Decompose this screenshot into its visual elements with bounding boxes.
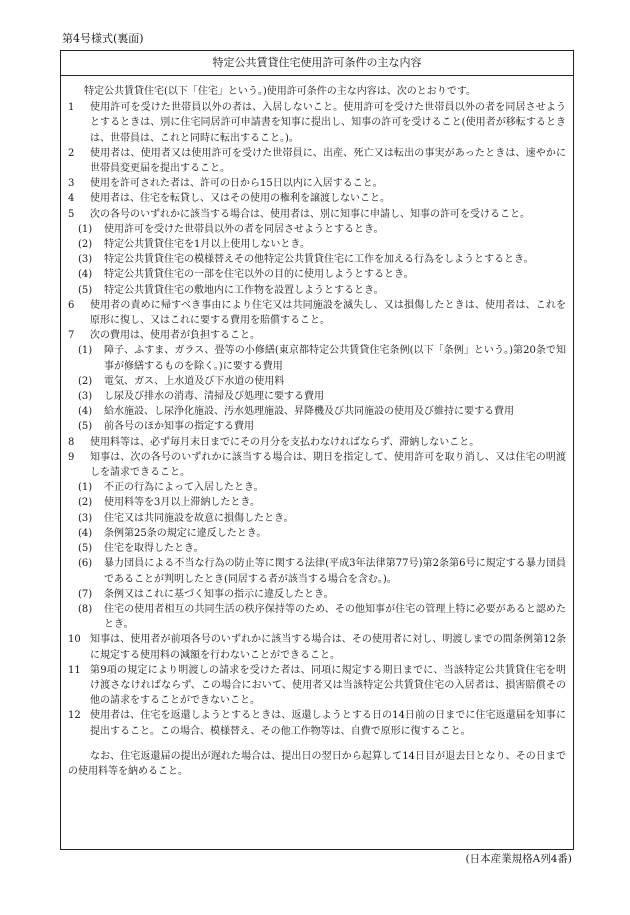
condition-subitem bbox=[68, 495, 566, 510]
subitem-text: 特定公共賃貸住宅の一部を住宅以外の目的に使用しようとするとき。 bbox=[104, 269, 414, 281]
condition-text: 使用者は、住宅を転貸し、又はその使用の権利を譲渡しないこと。 bbox=[90, 193, 390, 205]
subitem-number: (1) bbox=[78, 223, 93, 235]
subitem-number: (4) bbox=[78, 406, 93, 418]
subitem-text: 特定公共賃貸住宅を1月以上使用しないとき。 bbox=[104, 239, 310, 251]
condition-number: 11 bbox=[68, 664, 81, 676]
subitem-text: 電気、ガス、上水道及び下水道の使用料 bbox=[104, 375, 285, 387]
condition-subitem bbox=[68, 556, 566, 586]
subitem-text: 前各号のほか知事の指定する費用 bbox=[104, 421, 254, 433]
closing-note: なお、住宅返還届の提出が遅れた場合は、提出日の翌日から起算して14日目が退去日となり、その日までの使用料等を納めること。 bbox=[68, 750, 566, 777]
subitem-number: (1) bbox=[78, 345, 93, 357]
condition-subitem bbox=[68, 374, 566, 389]
subitem-text: 条例第25条の規定に違反したとき。 bbox=[104, 527, 267, 539]
condition-number: 3 bbox=[68, 178, 75, 190]
subitem-text: 特定公共賃貸住宅の敷地内に工作物を設置しようとするとき。 bbox=[104, 284, 384, 296]
condition-subitem bbox=[68, 526, 566, 541]
condition-subitem bbox=[68, 404, 566, 419]
condition-subitem bbox=[68, 587, 566, 602]
condition-number: 8 bbox=[68, 436, 75, 448]
subitem-number: (6) bbox=[78, 558, 93, 570]
subitem-text: 使用料等を3月以上滞納したとき。 bbox=[104, 497, 260, 509]
condition-item bbox=[68, 450, 566, 480]
condition-subitem bbox=[68, 419, 566, 434]
condition-subitem bbox=[68, 541, 566, 556]
intro-paragraph: 特定公共賃貸住宅(以下「住宅」という。)使用許可条件の主な内容は、次のとおりです。 bbox=[84, 86, 477, 97]
subitem-number: (7) bbox=[78, 588, 93, 600]
condition-text: 使用許可を受けた世帯員以外の者は、入居しないこと。使用許可を受けた世帯員以外の者を同居させようとするときは、別に住宅同居許可申請書を知事に提出し、知事の許可を受けること(使用者が移転するときは、世帯員は、これと同時に転出すること。)。 bbox=[90, 102, 566, 144]
condition-subitem bbox=[68, 237, 566, 252]
condition-subitem bbox=[68, 343, 566, 373]
condition-item bbox=[68, 100, 566, 146]
conditions-list bbox=[68, 100, 566, 739]
condition-item bbox=[68, 207, 566, 222]
subitem-number: (5) bbox=[78, 421, 93, 433]
subitem-text: し尿及び排水の消毒、清掃及び処理に要する費用 bbox=[104, 391, 324, 403]
condition-number: 10 bbox=[68, 634, 81, 646]
subitem-text: 暴力団員による不当な行為の防止等に関する法律(平成3年法律第77号)第2条第6号に規定する暴力団員であることが判明したとき(同居する者が該当する場合を含む。)。 bbox=[104, 558, 566, 585]
condition-number: 9 bbox=[68, 451, 75, 463]
condition-text: 使用者の責めに帰すべき事由により住宅又は共同施設を滅失し、又は損傷したときは、使用者は、これを原形に復し、又はこれに要する費用を賠償すること。 bbox=[90, 299, 566, 327]
condition-item bbox=[68, 708, 566, 738]
subitem-text: 給水施設、し尿浄化施設、汚水処理施設、昇降機及び共同施設の使用及び維持に要する費用 bbox=[104, 406, 514, 418]
condition-text: 知事は、次の各号のいずれかに該当する場合は、期日を指定して、使用許可を取り消し、又は住宅の明渡しを請求できること。 bbox=[90, 451, 566, 479]
subitem-text: 障子、ふすま、ガラス、畳等の小修繕(東京都特定公共賃貸住宅条例(以下「条例」という。)第20条で知事が修繕するものを除く。)に要する費用 bbox=[104, 345, 566, 372]
condition-item bbox=[68, 298, 566, 328]
condition-subitem bbox=[68, 480, 566, 495]
subitem-number: (5) bbox=[78, 284, 93, 296]
form-number: 第4号様式(裏面) bbox=[62, 32, 144, 45]
condition-item bbox=[68, 328, 566, 343]
condition-subitem bbox=[68, 602, 566, 632]
subitem-number: (3) bbox=[78, 512, 93, 524]
subitem-number: (2) bbox=[78, 239, 93, 251]
condition-number: 12 bbox=[68, 710, 81, 722]
condition-text: 使用料等は、必ず毎月末日までにその月分を支払わなければならず、滞納しないこと。 bbox=[90, 436, 480, 448]
condition-text: 使用者は、使用者又は使用許可を受けた世帯員に、出産、死亡又は転出の事実があったときは、速やかに世帯員変更届を提出すること。 bbox=[90, 147, 566, 175]
subitem-number: (1) bbox=[78, 482, 93, 494]
condition-subitem bbox=[68, 511, 566, 526]
condition-subitem bbox=[68, 267, 566, 282]
subitem-text: 使用許可を受けた世帯員以外の者を同居させようとするとき。 bbox=[104, 223, 384, 235]
paper-size-note: (日本産業規格A列4番) bbox=[465, 853, 572, 865]
condition-number: 4 bbox=[68, 193, 75, 205]
condition-text: 第9項の規定により明渡しの請求を受けた者は、同項に規定する期日までに、当該特定公共賃貸住宅を明け渡さなければならず、この場合において、使用者又は当該特定公共賃貸住宅の入居者は、損害賠償その他の請求をすることができないこと。 bbox=[90, 664, 566, 707]
condition-text: 知事は、使用者が前項各号のいずれかに該当する場合は、その使用者に対し、明渡しまでの間条例第12条に規定する使用料の減額を行わないことができること。 bbox=[90, 634, 566, 661]
condition-text: 次の費用は、使用者が負担すること。 bbox=[90, 330, 260, 342]
condition-subitem bbox=[68, 222, 566, 237]
subitem-number: (3) bbox=[78, 391, 93, 403]
condition-subitem bbox=[68, 389, 566, 404]
subitem-text: 不正の行為によって入居したとき。 bbox=[104, 482, 264, 494]
condition-number: 7 bbox=[68, 330, 75, 342]
condition-number: 6 bbox=[68, 299, 75, 311]
condition-text: 使用を許可された者は、許可の日から15日以内に入居すること。 bbox=[90, 178, 383, 190]
subitem-number: (2) bbox=[78, 375, 93, 387]
subitem-number: (3) bbox=[78, 254, 93, 266]
subitem-text: 住宅又は共同施設を故意に損傷したとき。 bbox=[104, 512, 294, 524]
subitem-number: (4) bbox=[78, 527, 93, 539]
subitem-number: (4) bbox=[78, 269, 93, 281]
condition-subitem bbox=[68, 252, 566, 267]
condition-subitem bbox=[68, 283, 566, 298]
condition-item bbox=[68, 146, 566, 176]
condition-item bbox=[68, 632, 566, 662]
condition-text: 使用者は、住宅を返還しようとするときは、返還しようとする日の14日前の日までに住宅返還届を知事に提出すること。この場合、模様替え、その他工作物等は、自費で原形に復すること。 bbox=[90, 710, 566, 737]
subitem-number: (2) bbox=[78, 497, 93, 509]
conditions-body bbox=[61, 76, 573, 779]
condition-text: 次の各号のいずれかに該当する場合は、使用者は、別に知事に申請し、知事の許可を受けること。 bbox=[90, 208, 530, 220]
condition-item bbox=[68, 435, 566, 450]
document-title: 特定公共賃貸住宅使用許可条件の主な内容 bbox=[61, 51, 573, 76]
subitem-number: (8) bbox=[78, 603, 93, 615]
subitem-text: 特定公共賃貸住宅の模様替えその他特定公共賃貸住宅に工作を加える行為をしようとするとき。 bbox=[104, 254, 534, 266]
condition-number: 5 bbox=[68, 208, 75, 220]
condition-number: 1 bbox=[68, 102, 75, 114]
condition-item bbox=[68, 663, 566, 709]
condition-number: 2 bbox=[68, 147, 75, 159]
subitem-text: 住宅を取得したとき。 bbox=[104, 543, 204, 555]
subitem-number: (5) bbox=[78, 543, 93, 555]
conditions-box bbox=[60, 50, 574, 850]
condition-item bbox=[68, 176, 566, 191]
subitem-text: 条例又はこれに基づく知事の指示に違反したとき。 bbox=[104, 588, 334, 600]
condition-item bbox=[68, 191, 566, 206]
subitem-text: 住宅の使用者相互の共同生活の秩序保持等のため、その他知事が住宅の管理上特に必要があると認めたとき。 bbox=[104, 603, 566, 631]
